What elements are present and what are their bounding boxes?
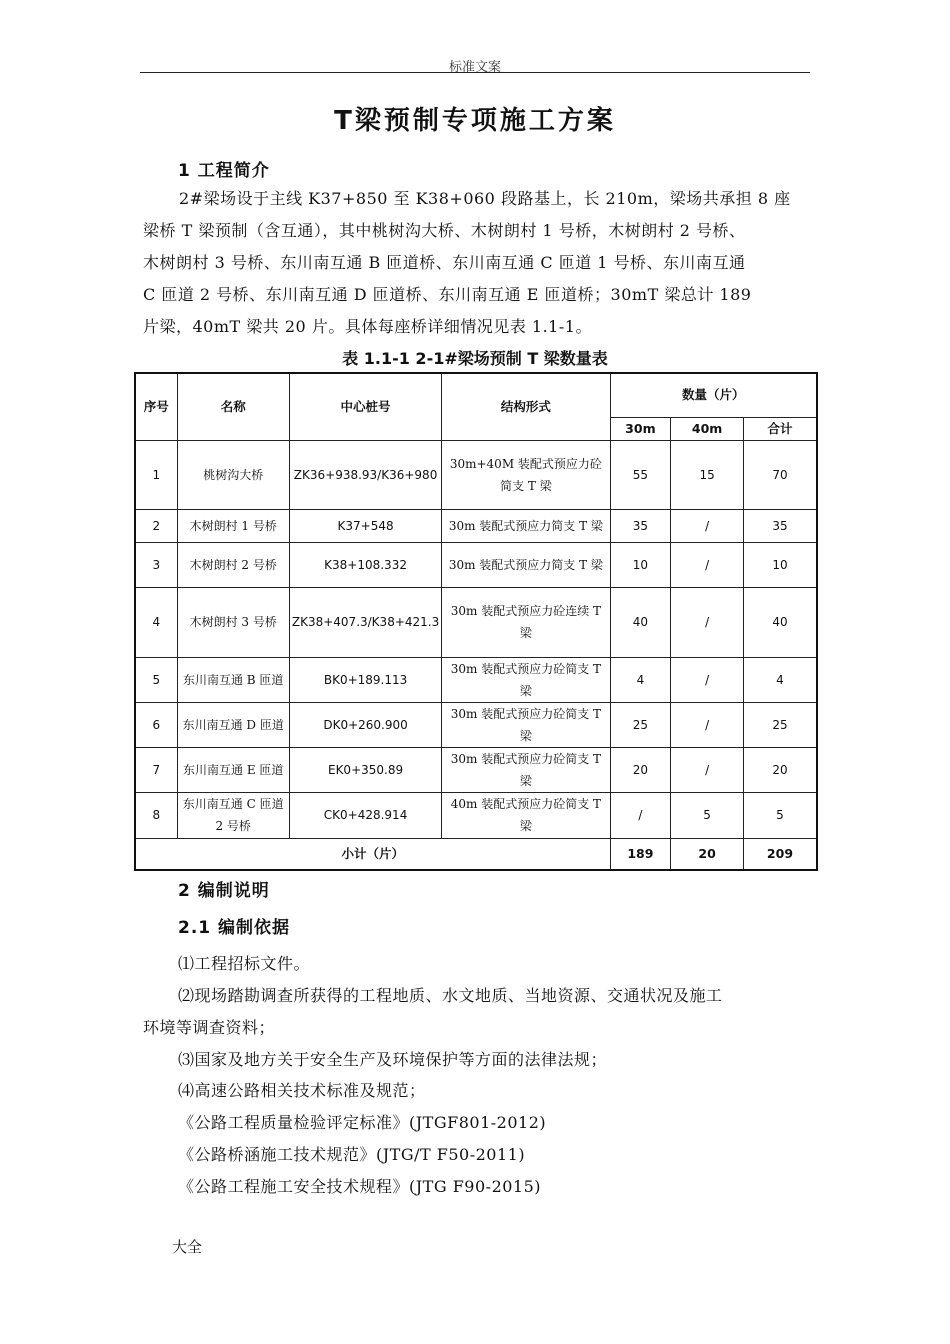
cell-40m: / [671, 542, 744, 587]
subtotal-label: 小计（片） [135, 838, 610, 870]
t-beam-quantity-table [134, 372, 818, 871]
header-structure: 结构形式 [442, 373, 610, 440]
paragraph-line [143, 183, 813, 215]
cell-no: 5 [135, 657, 177, 702]
cell-no: 4 [135, 587, 177, 657]
header-quantity: 数量（片） [610, 373, 817, 417]
cell-30m: 35 [610, 509, 671, 542]
cell-no: 3 [135, 542, 177, 587]
header-40m: 40m [671, 417, 744, 440]
table-row [135, 440, 817, 509]
section-2-heading: 2 编制说明 [178, 881, 270, 901]
basis-item-2: ⑵现场踏勘调查所获得的工程地质、水文地质、当地资源、交通状况及施工 [178, 986, 723, 1005]
cell-no: 6 [135, 702, 177, 747]
cell-structure: 30m 装配式预应力简支 T 梁 [442, 509, 610, 542]
cell-30m: 10 [610, 542, 671, 587]
header-30m: 30m [610, 417, 671, 440]
cell-station: CK0+428.914 [289, 792, 441, 838]
cell-station: BK0+189.113 [289, 657, 441, 702]
cell-total: 4 [743, 657, 817, 702]
cell-total: 70 [743, 440, 817, 509]
cell-structure: 30m+40M 装配式预应力砼简支 T 梁 [442, 440, 610, 509]
cell-40m: / [671, 587, 744, 657]
cell-40m: / [671, 509, 744, 542]
paragraph-line: 梁桥 T 梁预制（含互通），其中桃树沟大桥、木树朗村 1 号桥，木树朗村 2 号桥、 [143, 221, 746, 240]
basis-item-2-cont: 环境等调查资料； [143, 1018, 276, 1037]
table-caption: 表 1.1-1 2-1#梁场预制 T 梁数量表 [342, 349, 608, 368]
cell-no: 1 [135, 440, 177, 509]
table-row [135, 509, 817, 542]
subtotal-30m: 189 [610, 838, 671, 870]
table-row [135, 792, 817, 838]
cell-30m: 55 [610, 440, 671, 509]
cell-40m: 15 [671, 440, 744, 509]
header-name: 名称 [177, 373, 289, 440]
table-row [135, 702, 817, 747]
basis-item-1: ⑴工程招标文件。 [178, 954, 311, 973]
cell-30m: 40 [610, 587, 671, 657]
table-row [135, 587, 817, 657]
basis-item-3: ⑶国家及地方关于安全生产及环境保护等方面的法律法规； [178, 1050, 608, 1069]
standard-1: 《公路工程质量检验评定标准》(JTGF801-2012) [178, 1113, 547, 1132]
cell-station: ZK38+407.3/K38+421.3 [289, 587, 441, 657]
section-1-paragraph [143, 183, 813, 343]
cell-station: K37+548 [289, 509, 441, 542]
cell-30m: 20 [610, 747, 671, 792]
header-station: 中心桩号 [289, 373, 441, 440]
cell-no: 7 [135, 747, 177, 792]
header-divider [140, 72, 810, 73]
page-header: 标准文案 [448, 60, 501, 75]
cell-structure: 30m 装配式预应力砼简支 T 梁 [442, 747, 610, 792]
cell-structure: 30m 装配式预应力砼简支 T 梁 [442, 657, 610, 702]
cell-total: 35 [743, 509, 817, 542]
table-row [135, 542, 817, 587]
cell-name: 东川南互通 D 匝道 [177, 702, 289, 747]
standard-2: 《公路桥涵施工技术规范》(JTG/T F50-2011) [178, 1145, 526, 1164]
cell-name: 东川南互通 C 匝道 2 号桥 [177, 792, 289, 838]
cell-30m: 25 [610, 702, 671, 747]
cell-structure: 30m 装配式预应力砼连续 T 梁 [442, 587, 610, 657]
section-1-heading: 1 工程简介 [178, 161, 270, 181]
paragraph-line: 片梁，40mT 梁共 20 片。具体每座桥详细情况见表 1.1-1。 [143, 317, 592, 336]
subtotal-total: 209 [743, 838, 817, 870]
cell-30m: / [610, 792, 671, 838]
cell-structure: 30m 装配式预应力砼简支 T 梁 [442, 702, 610, 747]
cell-name: 桃树沟大桥 [177, 440, 289, 509]
subtotal-row [135, 838, 817, 870]
paragraph-line-text: 2#梁场设于主线 K37+850 至 K38+060 段路基上，长 210m，梁场共承担 8 座 [179, 189, 791, 208]
header-total: 合计 [743, 417, 817, 440]
document-title: T梁预制专项施工方案 [334, 106, 616, 136]
table-row [135, 657, 817, 702]
cell-name: 木树朗村 1 号桥 [177, 509, 289, 542]
cell-total: 20 [743, 747, 817, 792]
cell-structure: 30m 装配式预应力简支 T 梁 [442, 542, 610, 587]
cell-total: 25 [743, 702, 817, 747]
cell-name: 东川南互通 E 匝道 [177, 747, 289, 792]
subtotal-40m: 20 [671, 838, 744, 870]
cell-station: EK0+350.89 [289, 747, 441, 792]
cell-name: 东川南互通 B 匝道 [177, 657, 289, 702]
cell-name: 木树朗村 2 号桥 [177, 542, 289, 587]
cell-station: ZK36+938.93/K36+980 [289, 440, 441, 509]
cell-total: 10 [743, 542, 817, 587]
paragraph-line: 木树朗村 3 号桥、东川南互通 B 匝道桥、东川南互通 C 匝道 1 号桥、东川南互通 [143, 253, 746, 272]
standard-3: 《公路工程施工安全技术规程》(JTG F90-2015) [178, 1177, 542, 1196]
cell-name: 木树朗村 3 号桥 [177, 587, 289, 657]
header-no: 序号 [135, 373, 177, 440]
page-footer: 大全 [172, 1238, 203, 1256]
section-2-1-heading: 2.1 编制依据 [178, 918, 291, 938]
cell-no: 8 [135, 792, 177, 838]
cell-40m: 5 [671, 792, 744, 838]
cell-no: 2 [135, 509, 177, 542]
cell-structure: 40m 装配式预应力砼简支 T 梁 [442, 792, 610, 838]
cell-40m: / [671, 702, 744, 747]
cell-station: K38+108.332 [289, 542, 441, 587]
cell-30m: 4 [610, 657, 671, 702]
cell-40m: / [671, 657, 744, 702]
cell-40m: / [671, 747, 744, 792]
basis-item-4: ⑷高速公路相关技术标准及规范； [178, 1081, 426, 1100]
cell-total: 40 [743, 587, 817, 657]
table-row [135, 747, 817, 792]
cell-station: DK0+260.900 [289, 702, 441, 747]
cell-total: 5 [743, 792, 817, 838]
paragraph-line: C 匝道 2 号桥、东川南互通 D 匝道桥、东川南互通 E 匝道桥；30mT 梁总计 189 [143, 285, 752, 304]
